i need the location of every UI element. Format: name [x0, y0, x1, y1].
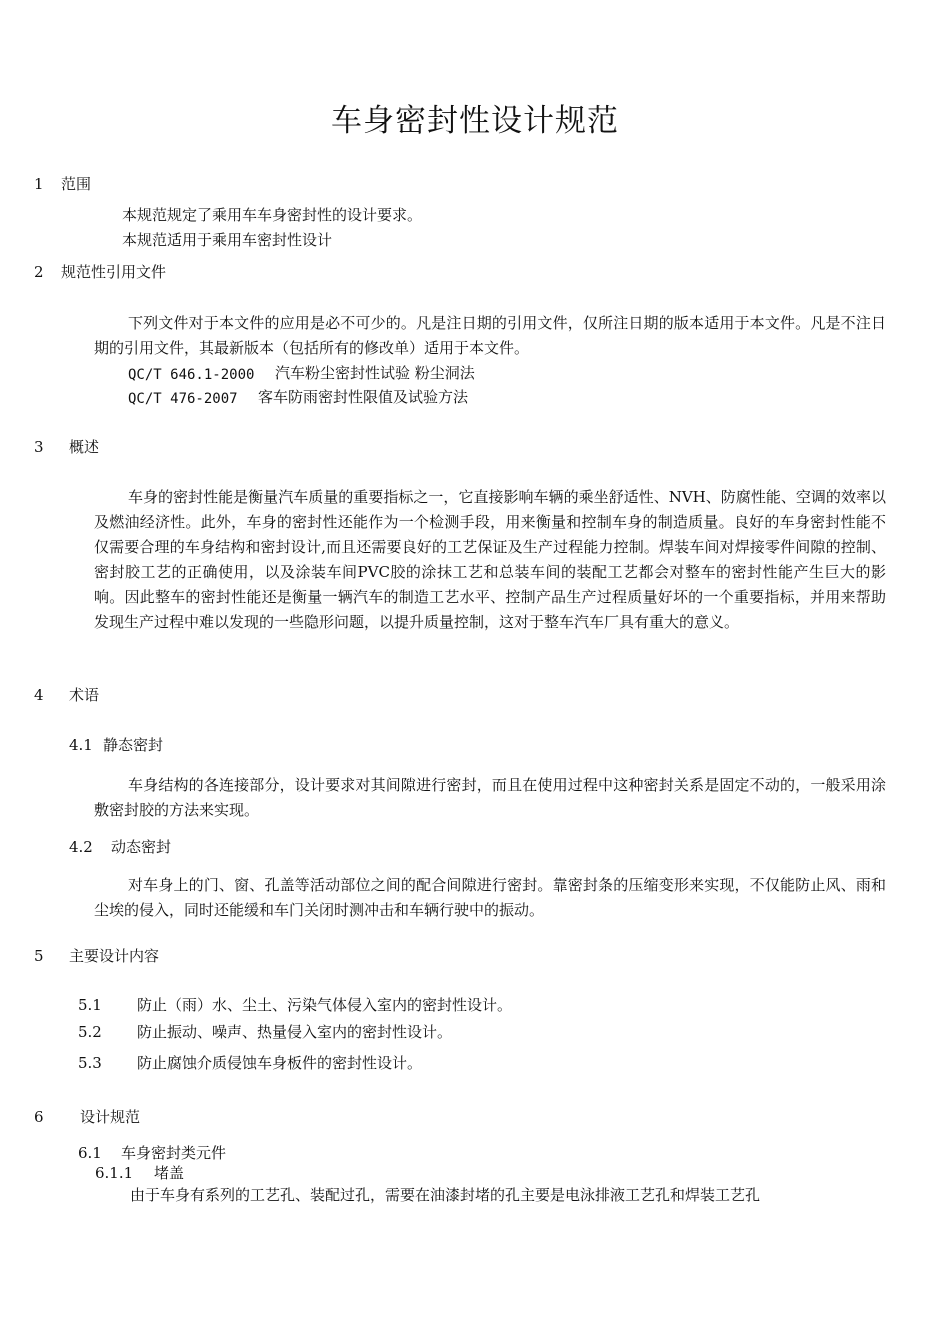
- section-5-3-text: 防止腐蚀介质侵蚀车身板件的密封性设计。: [137, 1054, 423, 1072]
- section-6-1-1-heading: 堵盖: [154, 1164, 185, 1182]
- section-6-number: 6: [34, 1108, 44, 1126]
- section-2-intro-paragraph: 下列文件对于本文件的应用是必不可少的。凡是注日期的引用文件，仅所注日期的版本适用于本文件。凡是不注日期的引用文件，其最新版本（包括所有的修改单）适用于本文件。: [94, 314, 886, 357]
- section-5-number: 5: [34, 947, 44, 965]
- section-4-1-heading: 静态密封: [103, 736, 164, 754]
- section-6-heading: 设计规范: [80, 1108, 141, 1126]
- section-1-number: 1: [34, 175, 44, 193]
- section-6-1-heading: 车身密封类元件: [121, 1144, 227, 1162]
- section-6-1-1-number: 6.1.1: [95, 1164, 134, 1182]
- section-4-1-paragraph: 车身结构的各连接部分，设计要求对其间隙进行密封，而且在使用过程中这种密封关系是固定不动的，一般采用涂敷密封胶的方法来实现。: [94, 776, 886, 819]
- section-5-2-number: 5.2: [78, 1023, 102, 1041]
- reference-2-name: 客车防雨密封性限值及试验方法: [258, 388, 469, 406]
- section-5-1-text: 防止（雨）水、尘土、污染气体侵入室内的密封性设计。: [137, 996, 513, 1014]
- section-4-number: 4: [34, 686, 44, 704]
- section-1-heading: 范围: [61, 175, 92, 193]
- section-3-heading: 概述: [69, 438, 100, 456]
- section-5-heading: 主要设计内容: [69, 947, 160, 965]
- reference-1-code: QC/T 646.1-2000: [128, 367, 255, 383]
- section-5-3-number: 5.3: [78, 1054, 102, 1072]
- section-1-line-2: 本规范适用于乘用车密封性设计: [122, 231, 333, 249]
- section-4-1-number: 4.1: [69, 736, 93, 754]
- section-4-heading: 术语: [69, 686, 100, 704]
- section-5-1-number: 5.1: [78, 996, 102, 1014]
- section-2-heading: 规范性引用文件: [61, 263, 167, 281]
- section-5-2-text: 防止振动、噪声、热量侵入室内的密封性设计。: [137, 1023, 453, 1041]
- reference-1-name: 汽车粉尘密封性试验 粉尘洞法: [275, 364, 475, 382]
- section-4-2-heading: 动态密封: [111, 838, 172, 856]
- section-4-2-number: 4.2: [69, 838, 93, 856]
- section-6-1-1-paragraph: 由于车身有系列的工艺孔、装配过孔，需要在油漆封堵的孔主要是电泳排液工艺孔和焊装工艺孔: [130, 1186, 761, 1204]
- section-2-number: 2: [34, 263, 44, 281]
- section-4-2-paragraph: 对车身上的门、窗、孔盖等活动部位之间的配合间隙进行密封。靠密封条的压缩变形来实现，不仅能防止风、雨和尘埃的侵入，同时还能缓和车门关闭时测冲击和车辆行驶中的振动。: [94, 876, 886, 919]
- section-3-paragraph: 车身的密封性能是衡量汽车质量的重要指标之一，它直接影响车辆的乘坐舒适性、NVH、防腐性能、空调的效率以及燃油经济性。此外，车身的密封性还能作为一个检测手段，用来衡量和控制车身的制造质量。良好的车身密封性能不仅需要合理的车身结构和密封设计,而且还需要良好的工艺保证及生产过程能力控制。焊装车间对焊接零件间隙的控制、密封胶工艺的正确使用，以及涂装车间PVC胶的涂抹工艺和总装车间的装配工艺都会对整车的密封性能产生巨大的影响。因此整车的密封性能还是衡量一辆汽车的制造工艺水平、控制产品生产过程质量好坏的一个重要指标，并用来帮助发现生产过程中难以发现的一些隐形问题，以提升质量控制，这对于整车汽车厂具有重大的意义。: [94, 488, 886, 631]
- section-6-1-number: 6.1: [78, 1144, 102, 1162]
- document-title: 车身密封性设计规范: [331, 103, 619, 139]
- reference-2-code: QC/T 476-2007: [128, 391, 238, 407]
- section-1-line-1: 本规范规定了乘用车车身密封性的设计要求。: [122, 206, 423, 224]
- section-3-number: 3: [34, 438, 44, 456]
